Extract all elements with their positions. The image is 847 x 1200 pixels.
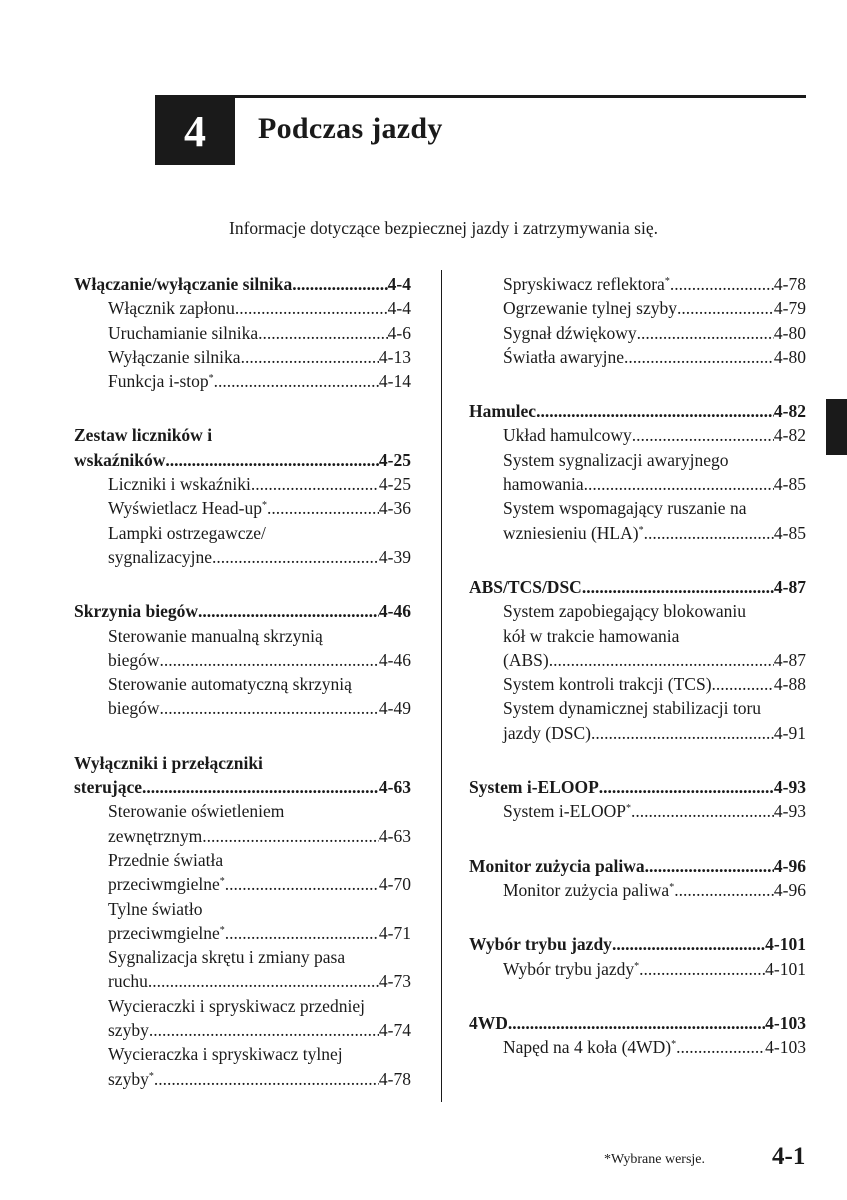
toc-entry-text: Funkcja i-stop*: [108, 371, 214, 392]
toc-page-ref: 4-74: [378, 1020, 411, 1041]
optional-equipment-mark: *: [148, 1070, 154, 1082]
toc-entry: [469, 423, 806, 447]
toc-entry: [469, 878, 806, 902]
toc-entry: [74, 321, 411, 345]
optional-equipment-mark: *: [219, 924, 225, 936]
toc-entry-text: Sygnał dźwiękowy: [503, 322, 637, 343]
toc-page-ref: 4-82: [773, 425, 806, 446]
toc-entry: [469, 721, 806, 745]
page-number: 4-1: [772, 1143, 806, 1170]
toc-section: [74, 423, 411, 569]
toc-entry: [74, 696, 411, 720]
toc-entry-text: wskaźników: [74, 449, 166, 470]
toc-section-heading: [469, 1011, 806, 1035]
toc-entry-text: sygnalizacyjne: [108, 546, 212, 567]
toc-entry-text: Hamulec: [469, 401, 537, 422]
toc-page-ref: 4-4: [387, 274, 411, 294]
toc-entry: [469, 799, 806, 823]
dot-leader: [674, 878, 774, 902]
toc-section-heading: [469, 932, 806, 956]
toc-entry: [469, 624, 806, 648]
toc-entry-text: System kontroli trakcji (TCS): [503, 674, 712, 695]
toc-entry-text: System i-ELOOP: [469, 777, 599, 798]
toc-page-ref: 4-4: [387, 298, 411, 319]
toc-entry: [469, 448, 806, 472]
toc-entry-text: Układ hamulcowy: [503, 425, 632, 446]
toc-entry-text: Sterowanie automatyczną skrzynią: [108, 674, 352, 695]
toc-entry: [74, 296, 411, 320]
toc-page-ref: 4-96: [773, 879, 806, 900]
dot-leader: [165, 448, 379, 472]
toc-entry-text: Monitor zużycia paliwa*: [503, 879, 675, 900]
toc-entry-text: ruchu: [108, 971, 148, 992]
toc-page-ref: 4-85: [773, 522, 806, 543]
column-divider: [441, 270, 442, 1102]
dot-leader: [582, 575, 774, 599]
toc-entry-text: biegów: [108, 649, 160, 670]
toc-section-heading: [74, 775, 411, 799]
toc-section-heading: [469, 399, 806, 423]
toc-entry-text: Lampki ostrzegawcze/: [108, 522, 266, 543]
toc-section: [74, 751, 411, 1091]
dot-leader: [637, 321, 774, 345]
toc-entry: [74, 648, 411, 672]
toc-entry-text: szyby: [108, 1020, 149, 1041]
toc-entry: [74, 672, 411, 696]
dot-leader: [670, 272, 774, 296]
toc-entry: [469, 296, 806, 320]
toc-page-ref: 4-78: [378, 1068, 411, 1089]
toc-entry-text: System wspomagający ruszanie na: [503, 498, 747, 519]
toc-entry-text: Napęd na 4 koła (4WD)*: [503, 1037, 677, 1058]
toc-entry-text: przeciwmgielne*: [108, 922, 225, 943]
optional-equipment-mark: *: [671, 1039, 677, 1051]
toc-entry-text: przeciwmgielne*: [108, 874, 225, 895]
toc-entry: [74, 897, 411, 921]
toc-page-ref: 4-25: [378, 474, 411, 495]
toc-entry-text: Wybór trybu jazdy*: [503, 958, 640, 979]
toc-entry: [74, 945, 411, 969]
dot-leader: [225, 872, 379, 896]
toc-page-ref: 4-103: [765, 1037, 806, 1058]
toc-page-ref: 4-103: [765, 1012, 806, 1033]
toc-entry-text: Sterowanie manualną skrzynią: [108, 625, 323, 646]
toc-page-ref: 4-87: [773, 649, 806, 670]
toc-entry-text: hamowania: [503, 474, 584, 495]
toc-entry: [74, 824, 411, 848]
toc-entry: [469, 672, 806, 696]
toc-entry-text: wzniesieniu (HLA)*: [503, 522, 644, 543]
toc-section-heading: [74, 272, 411, 296]
toc-entry-text: (ABS): [503, 649, 549, 670]
toc-page-ref: 4-63: [378, 777, 411, 798]
dot-leader: [508, 1011, 765, 1035]
toc-page-ref: 4-87: [773, 576, 806, 597]
toc-entry: [469, 345, 806, 369]
toc-page-ref: 4-93: [773, 777, 806, 798]
toc-entry: [469, 321, 806, 345]
toc-entry: [74, 1042, 411, 1066]
toc-entry: [469, 496, 806, 520]
dot-leader: [267, 496, 379, 520]
toc-entry-text: Włączanie/wyłączanie silnika: [74, 274, 293, 294]
dot-leader: [549, 648, 774, 672]
toc-entry-text: kół w trakcie hamowania: [503, 625, 680, 646]
dot-leader: [599, 775, 774, 799]
dot-leader: [292, 272, 387, 296]
toc-entry-text: Sygnalizacja skrętu i zmiany pasa: [108, 947, 346, 968]
toc-left-column: [74, 272, 411, 1091]
toc-page-ref: 4-49: [378, 698, 411, 719]
dot-leader: [212, 545, 379, 569]
toc-section: [469, 775, 806, 824]
toc-entry: [74, 369, 411, 393]
toc-entry: [469, 1035, 806, 1059]
toc-page-ref: 4-63: [378, 825, 411, 846]
dot-leader: [142, 775, 379, 799]
toc-entry: [74, 521, 411, 545]
dot-leader: [160, 648, 379, 672]
toc-entry-text: Skrzynia biegów: [74, 601, 198, 622]
toc-section-heading: [469, 775, 806, 799]
toc-entry: [74, 848, 411, 872]
toc-entry-text: 4WD: [469, 1012, 508, 1033]
toc-page-ref: 4-25: [378, 449, 411, 470]
dot-leader: [154, 1067, 379, 1091]
toc-entry-text: Sterowanie oświetleniem: [108, 801, 285, 822]
toc-page-ref: 4-13: [378, 346, 411, 367]
chapter-number-box: [155, 98, 235, 165]
toc-section: [469, 932, 806, 981]
toc-page-ref: 4-80: [773, 322, 806, 343]
toc-page-ref: 4-14: [378, 371, 411, 392]
toc-right-column: [469, 272, 806, 1059]
toc-entry-text: Wybór trybu jazdy: [469, 934, 612, 955]
toc-section-heading: [469, 575, 806, 599]
toc-entry: [469, 696, 806, 720]
toc-entry: [74, 799, 411, 823]
toc-entry: [74, 921, 411, 945]
toc-section: [469, 1011, 806, 1060]
toc-page-ref: 4-82: [773, 401, 806, 422]
dot-leader: [214, 369, 379, 393]
toc-page-ref: 4-101: [765, 934, 806, 955]
toc-entry: [74, 1018, 411, 1042]
dot-leader: [241, 345, 379, 369]
optional-equipment-mark: *: [638, 524, 644, 536]
chapter-side-tab: [826, 399, 847, 455]
toc-section: [74, 272, 411, 393]
chapter-title: Podczas jazdy: [258, 112, 443, 145]
toc-entry: [74, 545, 411, 569]
toc-page-ref: 4-39: [378, 546, 411, 567]
dot-leader: [149, 1018, 379, 1042]
toc-entry-text: ABS/TCS/DSC: [469, 576, 582, 597]
toc-entry: [469, 472, 806, 496]
toc-entry: [469, 957, 806, 981]
toc-entry-text: jazdy (DSC): [503, 722, 591, 743]
toc-entry-text: Liczniki i wskaźniki: [108, 474, 251, 495]
toc-entry-text: System dynamicznej stabilizacji toru: [503, 698, 762, 719]
toc-page-ref: 4-6: [387, 322, 411, 343]
dot-leader: [258, 321, 388, 345]
optional-equipment-mark: *: [219, 876, 225, 888]
toc-page-ref: 4-88: [773, 674, 806, 695]
optional-equipment-mark: *: [669, 881, 675, 893]
toc-entry-text: Wyłączanie silnika: [108, 346, 241, 367]
toc-entry-text: Wyłączniki i przełączniki: [74, 752, 263, 773]
dot-leader: [235, 296, 388, 320]
toc-page-ref: 4-96: [773, 855, 806, 876]
toc-entry: [469, 599, 806, 623]
toc-page-ref: 4-85: [773, 474, 806, 495]
toc-section: [469, 854, 806, 903]
dot-leader: [639, 957, 765, 981]
toc-entry: [469, 648, 806, 672]
toc-page-ref: 4-46: [378, 601, 411, 622]
toc-entry-text: Włącznik zapłonu: [108, 298, 235, 319]
toc-entry-text: zewnętrznym: [108, 825, 203, 846]
toc-page-ref: 4-71: [378, 922, 411, 943]
dot-leader: [644, 521, 774, 545]
toc-entry-text: System zapobiegający blokowaniu: [503, 601, 746, 622]
toc-entry-text: Światła awaryjne: [503, 346, 624, 367]
toc-page-ref: 4-80: [773, 346, 806, 367]
toc-entry-text: Uruchamianie silnika: [108, 322, 259, 343]
toc-entry: [74, 994, 411, 1018]
dot-leader: [676, 1035, 765, 1059]
dot-leader: [612, 932, 765, 956]
toc-section: [469, 575, 806, 745]
toc-entry-text: System i-ELOOP*: [503, 801, 631, 822]
toc-entry-text: szyby*: [108, 1068, 154, 1089]
toc-entry-text: Spryskiwacz reflektora*: [503, 274, 670, 294]
toc-page-ref: 4-79: [773, 298, 806, 319]
toc-page-ref: 4-46: [378, 649, 411, 670]
toc-entry-text: Wycieraczki i spryskiwacz przedniej: [108, 995, 365, 1016]
toc-section-heading: [74, 599, 411, 623]
toc-section: [74, 599, 411, 720]
toc-entry: [469, 521, 806, 545]
chapter-number: 4: [184, 107, 206, 156]
optional-equipment-mark: *: [208, 373, 214, 385]
dot-leader: [677, 296, 774, 320]
toc-entry: [74, 472, 411, 496]
toc-page-ref: 4-91: [773, 722, 806, 743]
optional-equipment-mark: *: [634, 960, 640, 972]
toc-page-ref: 4-78: [773, 274, 806, 294]
toc-entry-text: biegów: [108, 698, 160, 719]
dot-leader: [584, 472, 774, 496]
dot-leader: [632, 423, 774, 447]
dot-leader: [198, 599, 379, 623]
toc-entry-text: sterujące: [74, 777, 143, 798]
dot-leader: [624, 345, 774, 369]
toc-entry: [74, 624, 411, 648]
dot-leader: [202, 824, 379, 848]
chapter-intro: Informacje dotyczące bezpiecznej jazdy i zatrzymywania się.: [229, 218, 658, 238]
toc-page-ref: 4-93: [773, 801, 806, 822]
toc-entry-text: Zestaw liczników i: [74, 425, 213, 446]
toc-entry-text: Przednie światła: [108, 849, 224, 870]
toc-entry: [74, 1067, 411, 1091]
toc-entry: [74, 345, 411, 369]
chapter-top-rule: [155, 95, 806, 98]
toc-entry: [469, 272, 806, 296]
toc-entry-text: Wyświetlacz Head-up*: [108, 498, 267, 519]
toc-section-heading: [469, 854, 806, 878]
dot-leader: [251, 472, 379, 496]
dot-leader: [712, 672, 774, 696]
toc-section-heading: [74, 423, 411, 447]
toc-entry-text: Ogrzewanie tylnej szyby: [503, 298, 677, 319]
toc-entry-text: Monitor zużycia paliwa: [469, 855, 645, 876]
dot-leader: [591, 721, 774, 745]
dot-leader: [536, 399, 774, 423]
toc-page-ref: 4-101: [765, 958, 806, 979]
toc-entry-text: Tylne światło: [108, 898, 203, 919]
toc-entry: [74, 969, 411, 993]
toc-page-ref: 4-70: [378, 874, 411, 895]
dot-leader: [225, 921, 379, 945]
toc-entry: [74, 872, 411, 896]
toc-page-ref: 4-73: [378, 971, 411, 992]
optional-equipment-mark: *: [626, 803, 631, 815]
optional-equipment-mark: *: [261, 500, 267, 512]
toc-section: [469, 399, 806, 545]
dot-leader: [631, 799, 774, 823]
toc-entry: [74, 496, 411, 520]
toc-section: [469, 272, 806, 369]
dot-leader: [148, 969, 379, 993]
footnote: *Wybrane wersje.: [604, 1152, 706, 1167]
toc-entry-text: Wycieraczka i spryskiwacz tylnej: [108, 1044, 343, 1065]
dot-leader: [160, 696, 379, 720]
toc-section-heading: [74, 751, 411, 775]
toc-entry-text: System sygnalizacji awaryjnego: [503, 449, 729, 470]
toc-page-ref: 4-36: [378, 498, 411, 519]
dot-leader: [645, 854, 774, 878]
optional-equipment-mark: *: [664, 276, 670, 287]
toc-section-heading: [74, 448, 411, 472]
